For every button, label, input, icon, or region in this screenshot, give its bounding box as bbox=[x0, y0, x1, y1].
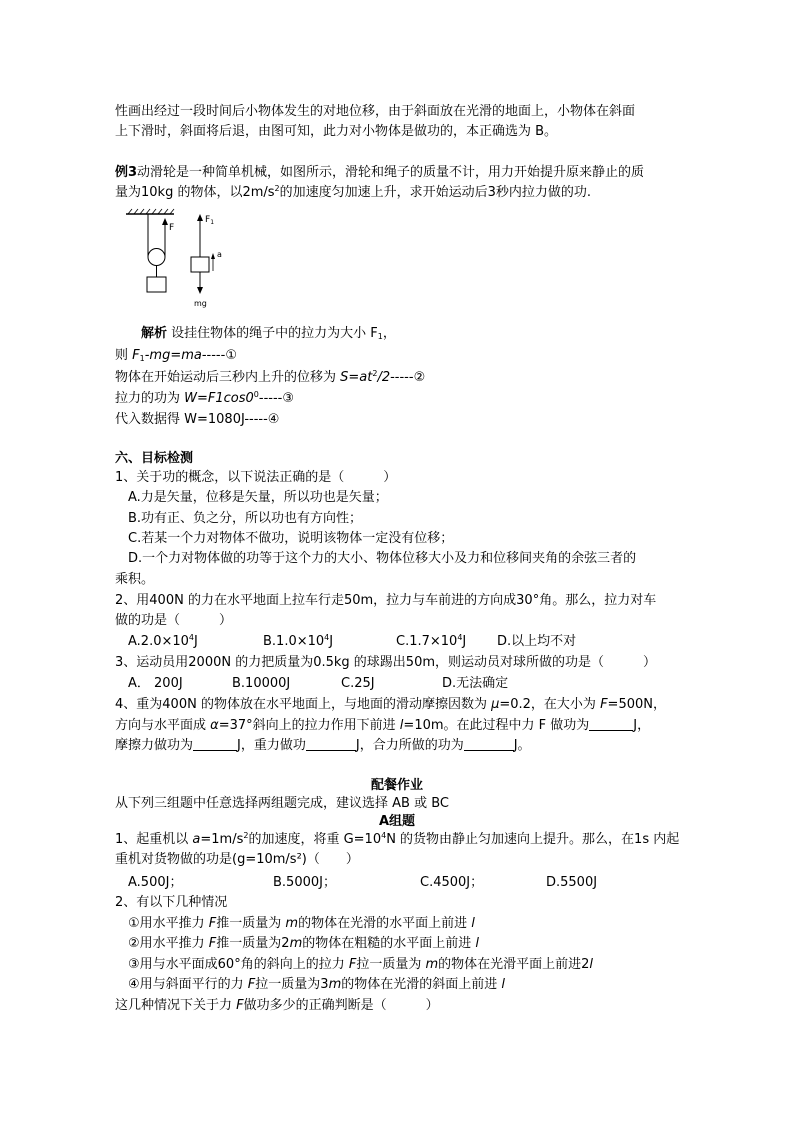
hw-q1-l1d: N 的货物由静止匀加速向上提升。那么，在1s 内起 bbox=[386, 832, 680, 847]
example3-line1 bbox=[115, 165, 644, 181]
q4-l1c: =500N， bbox=[607, 697, 666, 712]
analysis-line4 bbox=[115, 391, 294, 407]
hw-q2-3a: ③用与水平面成60°角的斜向上的拉力 bbox=[128, 957, 349, 972]
analysis-l3-eq: S=at bbox=[340, 370, 373, 385]
hw-q2-case2 bbox=[128, 936, 479, 952]
q1-stem: 1、关于功的概念，以下说法正确的是（ ） bbox=[115, 470, 397, 485]
q2-a-sup: 4 bbox=[188, 633, 194, 642]
analysis-l3-pre: 物体在开始运动后三秒内上升的位移为 bbox=[115, 370, 341, 385]
hw-q1-sup: 2 bbox=[243, 831, 249, 840]
q4-l2c: =10m。在此过程中力 F 做功为 bbox=[403, 718, 590, 733]
free-body-block bbox=[191, 257, 209, 272]
hw-q1-option-a: A.500J； bbox=[128, 875, 183, 890]
q4-line2 bbox=[115, 718, 650, 734]
example3-line2 bbox=[115, 185, 591, 201]
q4-blank-1[interactable] bbox=[589, 718, 633, 731]
analysis-l4-pre: 拉力的功为 bbox=[115, 391, 185, 406]
q1-option-b: B.功有正、负之分，所以功也有方向性； bbox=[128, 511, 363, 526]
q1-option-a: A.力是矢量，位移是矢量，所以功也是矢量； bbox=[128, 490, 388, 505]
homework-title: 配餐作业 bbox=[370, 778, 423, 793]
analysis-l4-eq: W=F1cos0 bbox=[184, 391, 254, 406]
q2-c-text: C.1.7×10 bbox=[396, 634, 458, 649]
hw-q2-4c: 的物体在光滑的斜面上前进 bbox=[341, 977, 502, 992]
example3-text: 动滑轮是一种简单机械，如图所示，滑轮和绳子的质量不计，用力开始提升原来静止的质 bbox=[137, 165, 645, 180]
q2-b-unit: J bbox=[329, 634, 334, 649]
mg-arrowhead bbox=[197, 287, 203, 294]
hw-q2-1-f: F bbox=[208, 916, 217, 931]
hw-q2-tail-b: 做功多少的正确判断是（ ） bbox=[243, 998, 439, 1013]
hw-q2-2-m: m bbox=[289, 936, 303, 951]
q4-l3c: J，合力所做的功为 bbox=[355, 738, 464, 753]
label-f1: $F_1$ bbox=[205, 215, 215, 226]
analysis-l4-sup: 0 bbox=[253, 390, 259, 399]
q2-a-unit: J bbox=[194, 634, 198, 649]
hw-q2-2-f: F bbox=[208, 936, 217, 951]
rope-arrowhead bbox=[162, 218, 168, 225]
hw-q1-sup2: 4 bbox=[381, 831, 387, 840]
section6-title: 六、目标检测 bbox=[115, 451, 194, 466]
analysis-l2-f: F bbox=[132, 348, 140, 363]
example3-line2-sup: 2 bbox=[274, 184, 280, 193]
hw-q2-stem: 2、有以下几种情况 bbox=[115, 895, 228, 910]
analysis-line5: 代入数据得 W=1080J-----④ bbox=[115, 412, 280, 427]
q4-alpha: α bbox=[210, 718, 219, 733]
example3-line2-a: 量为10kg 的物体，以2m/s bbox=[115, 185, 275, 200]
hw-q2-tail-f: F bbox=[236, 998, 244, 1013]
hw-q2-1c: 的物体在光滑的水平面上前进 bbox=[298, 916, 472, 931]
q3-option-b: B.10000J bbox=[232, 676, 291, 691]
pulley-diagram bbox=[112, 205, 242, 310]
q4-l3a: 摩擦力做功为 bbox=[115, 738, 194, 753]
q2-b-text: B.1.0×10 bbox=[263, 634, 325, 649]
q4-l1b: =0.2，在大小为 bbox=[499, 697, 601, 712]
label-f: F bbox=[169, 223, 175, 233]
hw-q1-option-d: D.5500J bbox=[546, 875, 598, 890]
analysis-l2-sub: 1 bbox=[139, 354, 145, 363]
analysis-l1: 设挂住物体的绳子中的拉力为大小 F bbox=[167, 326, 378, 341]
para-top-line2: 上下滑时，斜面将后退，由图可知，此力对小物体是做功的，本正确选为 B。 bbox=[115, 124, 558, 139]
hw-q2-2b: 推一质量为2 bbox=[216, 936, 290, 951]
q2-option-d: D.以上均不对 bbox=[497, 634, 577, 649]
hw-q2-1-m: m bbox=[285, 916, 299, 931]
hw-q2-3c: 的物体在光滑平面上前进2 bbox=[438, 957, 590, 972]
q2-c-unit: J bbox=[462, 634, 467, 649]
hw-q2-3-m: m bbox=[425, 957, 439, 972]
pulley-wheel bbox=[148, 249, 165, 266]
label-a: a bbox=[217, 250, 222, 259]
q4-line3 bbox=[115, 738, 531, 754]
analysis-title: 解析 bbox=[141, 326, 168, 341]
analysis-l4-tail: -----③ bbox=[258, 391, 294, 406]
hw-q2-case1 bbox=[128, 916, 475, 932]
q4-l2a: 方向与水平面成 bbox=[115, 718, 211, 733]
q2-option-b bbox=[263, 634, 333, 650]
analysis-line2 bbox=[115, 348, 237, 364]
hw-q2-2a: ②用水平推力 bbox=[128, 936, 209, 951]
analysis-line1 bbox=[141, 326, 396, 342]
q3-option-a: A． 200J bbox=[128, 676, 183, 691]
hw-q1-option-b: B.5000J； bbox=[273, 875, 336, 890]
q4-l2b: =37°斜向上的拉力作用下前进 bbox=[218, 718, 400, 733]
hw-q2-case3 bbox=[128, 957, 593, 973]
q4-l1a: 4、重为400N 的物体放在水平地面上，与地面的滑动摩擦因数为 bbox=[115, 697, 492, 712]
hw-q1-l1a: 1、起重机以 bbox=[115, 832, 193, 847]
q4-mu: μ bbox=[491, 697, 500, 712]
q2-option-c bbox=[396, 634, 466, 650]
para-top-line1: 性画出经过一段时间后小物体发生的对地位移，由于斜面放在光滑的地面上，小物体在斜面 bbox=[115, 104, 636, 119]
hw-q1-l1c: 的加速度，将重 G=10 bbox=[248, 832, 382, 847]
q4-l3d: J。 bbox=[513, 738, 531, 753]
analysis-l3-eq2: /2 bbox=[377, 370, 391, 385]
hanging-block bbox=[147, 277, 166, 292]
q4-blank-2[interactable] bbox=[193, 738, 237, 751]
q2-a-text: A.2.0×10 bbox=[128, 634, 189, 649]
hw-q1-l1b: =1m/s bbox=[200, 832, 244, 847]
hw-q2-3-f: F bbox=[348, 957, 357, 972]
a-arrowhead bbox=[211, 253, 215, 259]
q1-option-d-line2: 乘积。 bbox=[115, 572, 155, 587]
q4-l: l bbox=[399, 718, 404, 733]
hw-q2-4a: ④用与斜面平行的力 bbox=[128, 977, 248, 992]
analysis-l1-sub: 1 bbox=[377, 332, 383, 341]
q1-option-d-line1: D.一个力对物体做的功等于这个力的大小、物体位移大小及力和位移间夹角的余弦三者的 bbox=[128, 551, 637, 566]
q4-line1 bbox=[115, 697, 666, 713]
hw-q1-a: a bbox=[192, 832, 201, 847]
analysis-l2-pre: 则 bbox=[115, 348, 133, 363]
hw-q2-4b: 拉一质量为3 bbox=[255, 977, 329, 992]
f1-arrowhead bbox=[197, 214, 203, 221]
example3-label: 例3 bbox=[115, 165, 138, 180]
q4-l3b: J，重力做功 bbox=[237, 738, 306, 753]
analysis-line3 bbox=[115, 370, 425, 386]
q1-option-c: C.若某一个力对物体不做功，说明该物体一定没有位移； bbox=[128, 531, 454, 546]
hw-q2-question bbox=[115, 998, 439, 1014]
q2-option-a bbox=[128, 634, 198, 650]
q3-option-d: D.无法确定 bbox=[442, 676, 509, 691]
hw-q2-2c: 的物体在粗糙的水平面上前进 bbox=[302, 936, 476, 951]
hw-q2-tail-a: 这几种情况下关于力 bbox=[115, 998, 237, 1013]
example3-line2-b: 的加速度匀加速上升，求开始运动后3秒内拉力做的功. bbox=[279, 185, 592, 200]
q4-blank-4[interactable] bbox=[464, 738, 514, 751]
hw-q2-1b: 推一质量为 bbox=[216, 916, 286, 931]
ceiling-hatch bbox=[126, 209, 174, 214]
hw-q2-3b: 拉一质量为 bbox=[356, 957, 426, 972]
hw-q2-1-l: l bbox=[471, 916, 475, 931]
q3-stem: 3、运动员用2000N 的力把质量为0.5kg 的球踢出50m，则运动员对球所做的功是（ ） bbox=[115, 655, 657, 670]
q2-line2: 做的功是（ ） bbox=[115, 613, 233, 628]
hw-q2-case4 bbox=[128, 977, 505, 993]
label-mg: mg bbox=[194, 299, 207, 308]
q4-l2d: J， bbox=[633, 718, 651, 733]
analysis-l2-tail: -----① bbox=[201, 348, 237, 363]
hw-q1-option-c: C.4500J； bbox=[420, 875, 484, 890]
hw-q2-2-l: l bbox=[475, 936, 479, 951]
hw-q1-line2: 重机对货物做的功是(g=10m/s²)（ ） bbox=[115, 852, 359, 867]
q4-f: F bbox=[600, 697, 608, 712]
group-a-title: A组题 bbox=[378, 814, 416, 829]
q4-blank-3[interactable] bbox=[306, 738, 356, 751]
hw-q1-line1 bbox=[115, 832, 679, 848]
analysis-l1-end: ， bbox=[382, 326, 396, 341]
q2-line1: 2、用400N 的力在水平地面上拉车行走50m，拉力与车前进的方向成30°角。那么，拉力对车 bbox=[115, 593, 657, 608]
analysis-l3-sup: 2 bbox=[372, 369, 378, 378]
q2-b-sup: 4 bbox=[324, 633, 330, 642]
analysis-l2-eq: -mg=ma bbox=[144, 348, 202, 363]
hw-q2-1a: ①用水平推力 bbox=[128, 916, 209, 931]
hw-q2-4-f: F bbox=[247, 977, 256, 992]
hw-q2-4-l: l bbox=[501, 977, 505, 992]
homework-intro: 从下列三组题中任意选择两组题完成，建议选择 AB 或 BC bbox=[115, 796, 449, 811]
q3-option-c: C.25J bbox=[341, 676, 375, 691]
analysis-l3-tail: -----② bbox=[390, 370, 426, 385]
q2-c-sup: 4 bbox=[457, 633, 463, 642]
hw-q2-3-l: l bbox=[589, 957, 594, 972]
hw-q2-4-m: m bbox=[328, 977, 342, 992]
